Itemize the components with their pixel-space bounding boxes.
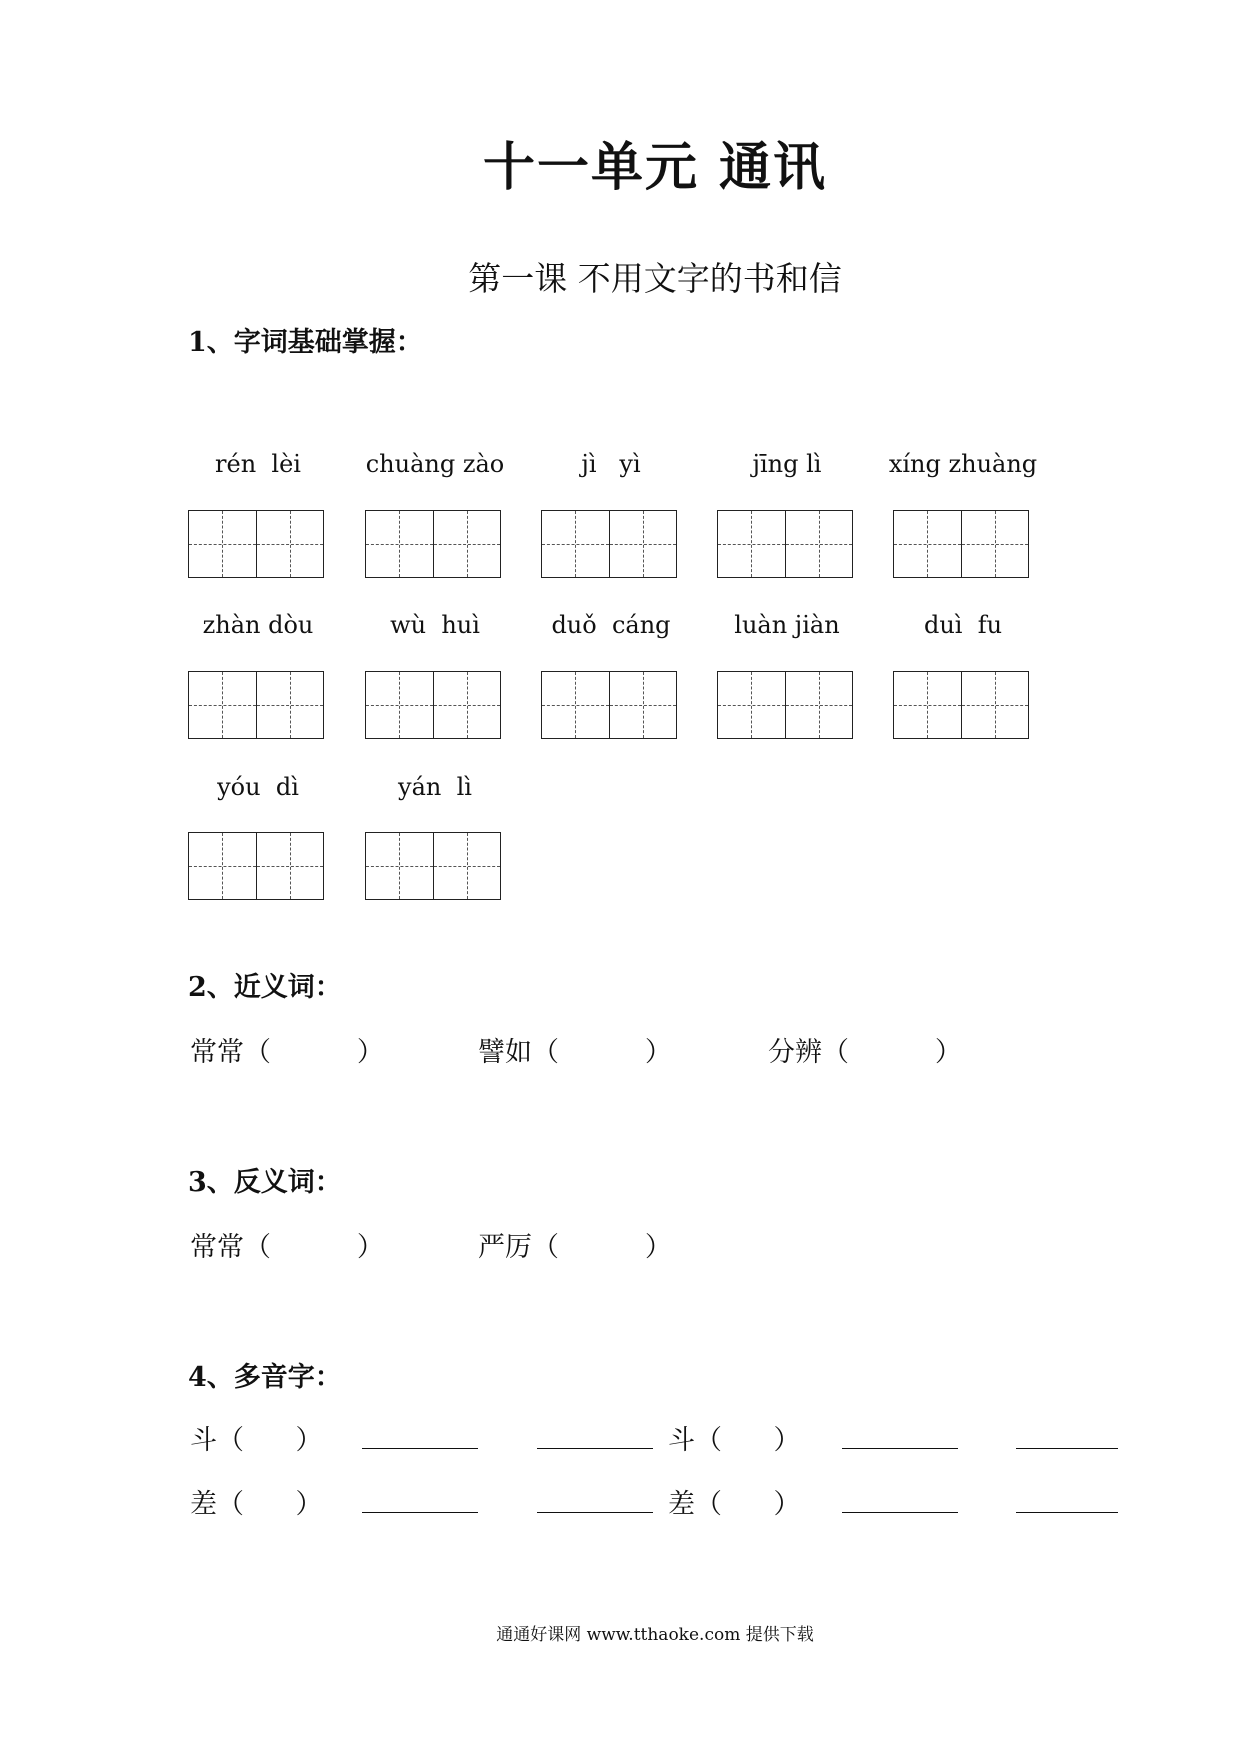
grid-cell[interactable] [366,672,433,738]
grid-cell[interactable] [894,511,961,577]
answer-blank[interactable] [537,1512,653,1513]
grid-cell[interactable] [256,833,324,899]
polyphone-item[interactable]: 斗（ ） [668,1425,801,1456]
pinyin-label: duì fu [923,611,1003,639]
section4-heading: 4、多音字： [188,1362,342,1393]
pinyin-label: yóu dì [217,773,299,801]
writing-grid[interactable] [188,832,324,900]
writing-grid[interactable] [188,671,324,739]
section1-heading: 1、字词基础掌握： [188,327,423,358]
grid-cell[interactable] [961,511,1029,577]
answer-blank[interactable] [1016,1448,1118,1449]
pinyin-label: wù huì [390,611,480,639]
polyphone-item[interactable]: 斗（ ） [190,1425,323,1456]
grid-cell[interactable] [542,511,609,577]
antonym-item[interactable]: 严厉（ ） [478,1232,672,1263]
grid-cell[interactable] [256,511,324,577]
polyphone-item[interactable]: 差（ ） [668,1489,801,1520]
polyphone-item[interactable]: 差（ ） [190,1489,323,1520]
grid-cell[interactable] [189,511,256,577]
answer-blank[interactable] [842,1512,958,1513]
grid-cell[interactable] [542,672,609,738]
writing-grid[interactable] [365,832,501,900]
pinyin-label: jīng lì [752,450,822,478]
synonym-item[interactable]: 常常（ ） [190,1037,384,1068]
grid-cell[interactable] [609,672,677,738]
pinyin-label: zhàn dòu [202,611,314,639]
answer-blank[interactable] [362,1448,478,1449]
grid-cell[interactable] [894,672,961,738]
writing-grid[interactable] [717,671,853,739]
writing-grid[interactable] [893,510,1029,578]
section2-heading: 2、近义词： [188,972,342,1003]
answer-blank[interactable] [842,1448,958,1449]
grid-cell[interactable] [189,833,256,899]
synonym-item[interactable]: 分辨（ ） [768,1037,962,1068]
answer-blank[interactable] [1016,1512,1118,1513]
lesson-title: 第一课 不用文字的书和信 [468,259,842,298]
writing-grid[interactable] [365,671,501,739]
writing-grid[interactable] [365,510,501,578]
grid-cell[interactable] [433,833,501,899]
grid-cell[interactable] [785,511,853,577]
writing-grid[interactable] [541,510,677,578]
grid-cell[interactable] [785,672,853,738]
pinyin-label: jì yì [581,450,641,478]
writing-grid[interactable] [717,510,853,578]
pinyin-label: yán lì [398,773,472,801]
grid-cell[interactable] [609,511,677,577]
footer-credit: 通通好课网 www.tthaoke.com 提供下载 [496,1625,814,1645]
grid-cell[interactable] [256,672,324,738]
pinyin-label: xíng zhuàng [888,450,1038,478]
answer-blank[interactable] [537,1448,653,1449]
pinyin-label: chuàng zào [365,450,505,478]
unit-title: 十一单元 通讯 [482,138,828,198]
grid-cell[interactable] [718,672,785,738]
answer-blank[interactable] [362,1512,478,1513]
grid-cell[interactable] [366,833,433,899]
pinyin-label: rén lèi [215,450,301,478]
pinyin-label: luàn jiàn [734,611,840,639]
writing-grid[interactable] [188,510,324,578]
grid-cell[interactable] [433,672,501,738]
pinyin-label: duǒ cáng [551,611,671,639]
grid-cell[interactable] [718,511,785,577]
synonym-item[interactable]: 譬如（ ） [478,1037,672,1068]
grid-cell[interactable] [189,672,256,738]
grid-cell[interactable] [433,511,501,577]
section3-heading: 3、反义词： [188,1167,342,1198]
antonym-item[interactable]: 常常（ ） [190,1232,384,1263]
grid-cell[interactable] [366,511,433,577]
grid-cell[interactable] [961,672,1029,738]
writing-grid[interactable] [541,671,677,739]
writing-grid[interactable] [893,671,1029,739]
